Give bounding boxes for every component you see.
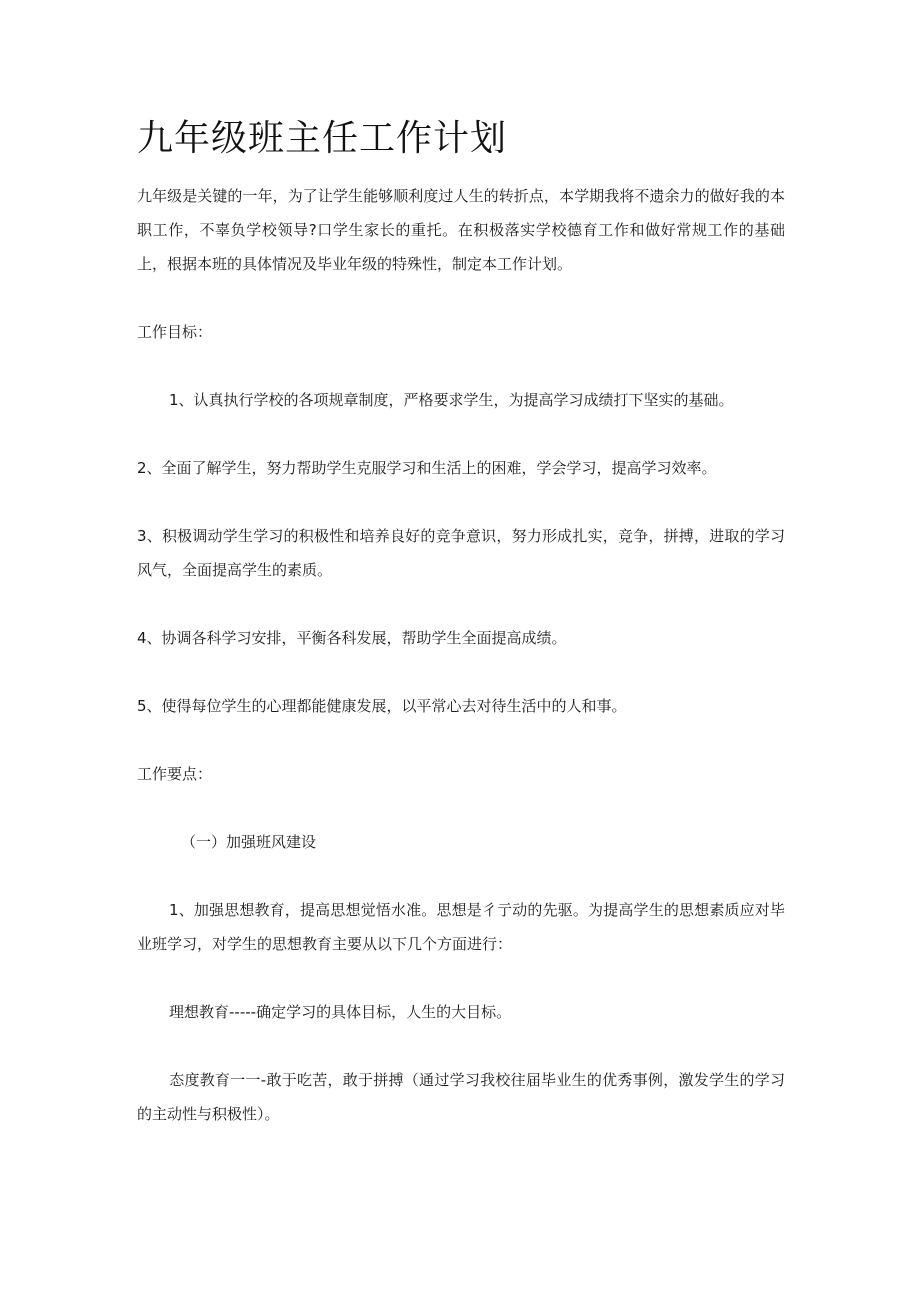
intro-paragraph: 九年级是关键的一年，为了让学生能够顺利度过人生的转折点，本学期我将不遗余力的做好我的本职工作，不辜负学校领导?口学生家长的重托。在积极落实学校德育工作和做好常规工作的基础上，根据本班的具体情况及毕业年级的特殊性，制定本工作计划。 (137, 187, 785, 273)
section-one-item-1 (137, 893, 785, 961)
attitude-education-text: 态度教育一一-敢于吃苦，敢于拼搏（通过学习我校往届毕业生的优秀事例，激发学生的学习的主动性与积极性）。 (137, 1071, 785, 1123)
goal-item-2: 2、全面了解学生，努力帮助学生克服学习和生活上的困难，学会学习，提高学习效率。 (137, 459, 717, 477)
ideal-education: 理想教育-----确定学习的具体目标，人生的大目标。 (169, 1003, 512, 1021)
document-title: 九年级班主任工作计划 (137, 118, 508, 159)
points-heading: 工作要点： (137, 765, 213, 783)
section-one-heading: （一）加强班风建设 (181, 833, 317, 851)
document-body (137, 179, 785, 1131)
goal-item-1: 1、认真执行学校的各项规章制度，严格要求学生，为提高学习成绩打下坚实的基础。 (169, 391, 734, 409)
attitude-education (137, 1063, 785, 1131)
goal-item-4: 4、协调各科学习安排，平衡各科发展，帮助学生全面提高成绩。 (137, 629, 567, 647)
goals-heading: 工作目标： (137, 323, 213, 341)
goal-item-3: 3、积极调动学生学习的积极性和培养良好的竞争意识，努力形成扎实，竞争，拼搏，进取的学习风气，全面提高学生的素质。 (137, 527, 785, 579)
section-one-item-1-text: 1、加强思想教育，提高思想觉悟水准。思想是彳亍动的先驱。为提高学生的思想素质应对毕业班学习，对学生的思想教育主要从以下几个方面进行： (137, 901, 785, 953)
goal-item-5: 5、使得每位学生的心理都能健康发展，以平常心去对待生活中的人和事。 (137, 697, 627, 715)
